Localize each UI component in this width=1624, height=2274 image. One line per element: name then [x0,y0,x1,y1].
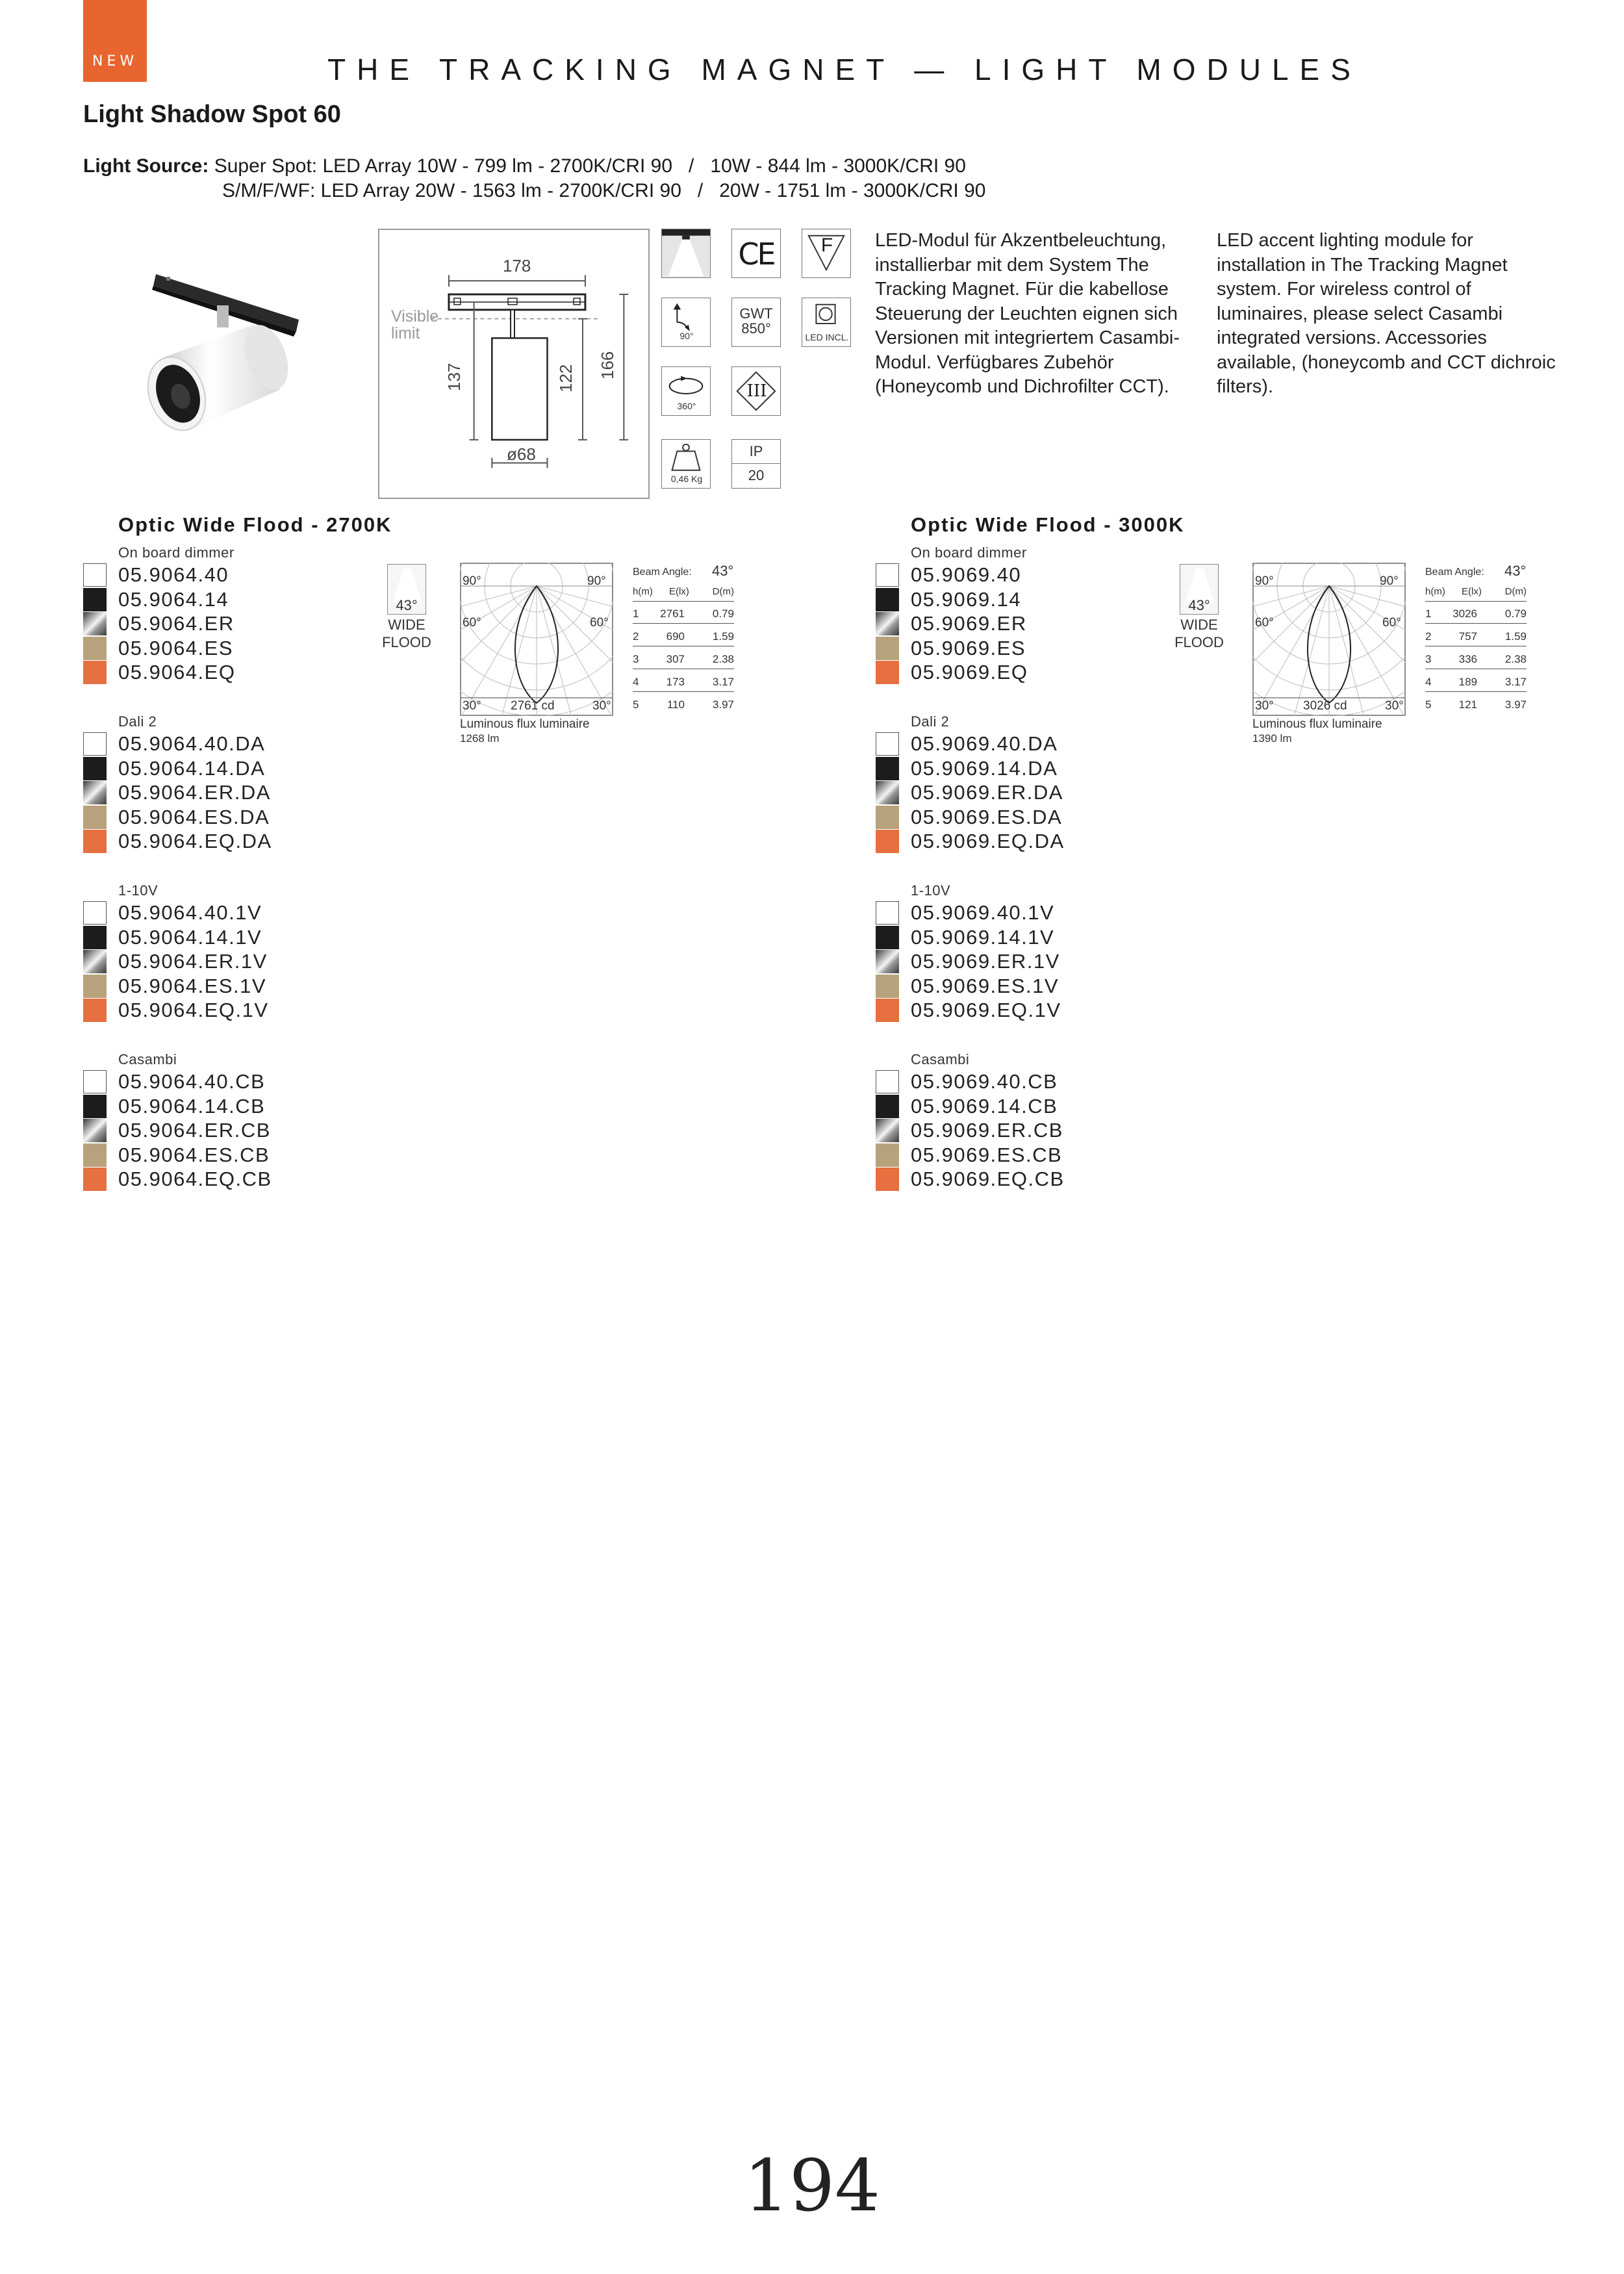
beam-table-row [633,672,734,692]
finish-swatch-gold [83,806,107,829]
rotate-icon: 360° [661,366,711,416]
polar-label-60-left: 60° [1255,616,1274,630]
product-code[interactable]: 05.9069.14.DA [911,756,1058,780]
technical-drawing [378,229,650,499]
finish-swatch-gold [83,1143,107,1167]
cell-d: 3.97 [1504,698,1527,711]
finish-swatch-black [876,926,899,949]
finish-swatch-orange [83,830,107,853]
beam-type-line2: FLOOD [382,634,431,650]
product-code[interactable]: 05.9069.14.CB [911,1094,1058,1118]
light-source [83,154,985,203]
flux-label: Luminous flux luminaire [460,717,590,731]
product-code[interactable]: 05.9069.EQ.DA [911,830,1065,852]
beam-table-header [633,582,734,602]
group-label: On board dimmer [911,544,1027,561]
product-code[interactable]: 05.9069.14 [911,587,1022,611]
cell-h: 5 [1425,698,1432,711]
product-code[interactable]: 05.9069.EQ.CB [911,1168,1065,1190]
finish-swatch-chrome [876,950,899,973]
beam-table-row [1425,650,1527,669]
finish-swatch-gold [876,806,899,829]
light-source-row2-a: S/M/F/WF: LED Array 20W - 1563 lm - 2700K/CRI 90 [222,180,681,201]
optic-title: Optic Wide Flood - 3000K [911,513,1185,536]
product-code[interactable]: 05.9064.EQ.DA [118,830,272,852]
visible-limit-label: Visible limit [391,307,439,342]
polar-label-30-left: 30° [463,699,481,713]
finish-swatch-gold [83,975,107,998]
col-d: D(m) [1504,586,1527,597]
flux-value: 1268 lm [460,732,500,745]
cell-e: 690 [666,630,685,643]
finish-swatch-gold [876,1143,899,1167]
product-code[interactable]: 05.9069.ES.1V [911,974,1059,997]
product-code[interactable]: 05.9064.EQ.CB [118,1168,272,1190]
finish-swatch-black [83,1095,107,1118]
cell-e: 757 [1458,630,1477,643]
polar-label-60-right: 60° [590,616,609,630]
beam-type-line1: WIDE [388,617,425,633]
beam-table-angle: 43° [1504,563,1527,579]
product-photo [104,260,312,455]
finish-swatch-gold [876,637,899,660]
light-source-row1-a: Super Spot: LED Array 10W - 799 lm - 2700K/CRI 90 [214,155,673,177]
finish-swatch-white [83,563,107,587]
product-code[interactable]: 05.9069.ER.DA [911,781,1063,804]
cell-d: 3.17 [712,676,734,688]
flux-value: 1390 lm [1252,732,1292,745]
product-code[interactable]: 05.9069.14.1V [911,925,1055,949]
light-source-label: Light Source: [83,155,209,177]
polar-label-90-left: 90° [1255,574,1274,588]
finish-swatch-orange [876,1168,899,1191]
cell-d: 2.38 [1504,653,1527,665]
product-code[interactable]: 05.9064.40.DA [118,732,266,755]
beam-table-angle: 43° [712,563,734,579]
polar-label-30-right: 30° [592,699,611,713]
cell-e: 307 [666,653,685,665]
page-title: THE TRACKING MAGNET — LIGHT MODULES [327,53,1362,86]
product-code[interactable]: 05.9069.ER.1V [911,950,1060,973]
product-code[interactable]: 05.9069.ER.CB [911,1119,1063,1142]
cell-e: 2761 [660,607,685,620]
group-label: Casambi [118,1051,177,1067]
dim-diameter: ø68 [507,444,536,464]
product-code[interactable]: 05.9069.ER [911,612,1027,635]
dim-122: 122 [556,364,576,392]
cell-d: 1.59 [712,630,734,643]
beam-table-row [633,695,734,715]
cell-h: 4 [1425,676,1432,688]
product-code[interactable]: 05.9064.EQ [118,661,236,683]
finish-swatch-orange [83,661,107,684]
product-code[interactable]: 05.9064.40 [118,563,229,586]
finish-swatch-white [83,1070,107,1093]
group-label: Dali 2 [911,713,950,730]
product-code[interactable]: 05.9069.40.CB [911,1070,1058,1093]
finish-swatch-black [876,757,899,780]
cell-h: 1 [1425,607,1432,620]
cell-d: 2.38 [712,653,734,665]
spot-icon [661,229,711,278]
beam-table-row [633,627,734,646]
beam-table-row [633,650,734,669]
polar-label-90-right: 90° [1380,574,1399,588]
product-code[interactable]: 05.9069.EQ [911,661,1028,683]
finish-swatch-black [83,926,107,949]
polar-candela: 2761 cd [511,699,555,713]
product-code[interactable]: 05.9064.14.1V [118,925,262,949]
cell-e: 110 [666,698,685,711]
col-e: E(lx) [669,586,689,597]
product-code[interactable]: 05.9064.ER.DA [118,781,271,804]
group-label: Casambi [911,1051,970,1067]
beam-table-label: Beam Angle: [1425,567,1484,578]
cell-d: 1.59 [1504,630,1527,643]
beam-type-line2: FLOOD [1174,634,1224,650]
ce-icon: CE [731,229,781,278]
finish-swatch-orange [83,999,107,1022]
polar-label-60-right: 60° [1382,616,1401,630]
light-source-row1-b: 10W - 844 lm - 3000K/CRI 90 [710,155,966,177]
polar-label-30-left: 30° [1255,699,1274,713]
product-code[interactable]: 05.9069.EQ.1V [911,999,1061,1021]
beam-angle-value: 43° [1188,597,1210,613]
product-code[interactable]: 05.9069.ES.DA [911,805,1063,828]
cell-d: 3.17 [1504,676,1527,688]
light-source-row2-b: 20W - 1751 lm - 3000K/CRI 90 [719,180,986,201]
dim-137: 137 [444,363,464,391]
tilt-icon: 90° [661,298,711,347]
product-code[interactable]: 05.9069.ES.CB [911,1143,1063,1166]
gwt-icon: GWT 850° [731,298,781,347]
group-label: Dali 2 [118,713,157,730]
cell-h: 5 [633,698,639,711]
finish-swatch-white [876,1070,899,1093]
finish-swatch-white [876,563,899,587]
finish-swatch-orange [876,661,899,684]
cell-e: 173 [666,676,685,688]
polar-label-90-left: 90° [463,574,481,588]
finish-swatch-chrome [83,612,107,635]
led-incl-icon: LED INCL. [802,298,851,347]
finish-swatch-white [83,732,107,756]
class-iii-icon: III [731,366,781,416]
beam-table-row [1425,627,1527,646]
finish-swatch-black [83,588,107,611]
group-label: 1-10V [911,882,951,899]
product-code[interactable]: 05.9064.14.CB [118,1094,266,1118]
group-label: On board dimmer [118,544,235,561]
product-code[interactable]: 05.9064.40.CB [118,1070,266,1093]
beam-table-label: Beam Angle: [633,567,692,578]
cell-h: 1 [633,607,639,620]
page-number: 194 [744,2144,880,2227]
optic-title: Optic Wide Flood - 2700K [118,513,392,536]
finish-swatch-orange [876,830,899,853]
product-code[interactable]: 05.9064.ER.CB [118,1119,271,1142]
finish-swatch-white [83,901,107,925]
polar-label-60-left: 60° [463,616,481,630]
product-code[interactable]: 05.9064.14.DA [118,756,266,780]
weight-icon: 0,46 Kg [661,439,711,489]
cell-e: 336 [1458,653,1477,665]
product-code[interactable]: 05.9064.ES.DA [118,805,270,828]
beam-table-row [1425,604,1527,624]
beam-table-header [1425,582,1527,602]
product-name: Light Shadow Spot 60 [83,101,341,128]
beam-angle-value: 43° [396,597,418,613]
finish-swatch-black [876,1095,899,1118]
product-code[interactable]: 05.9069.40 [911,563,1022,586]
ip-rating-icon: IP 20 [731,439,781,489]
product-code[interactable]: 05.9064.ES.1V [118,974,267,997]
description-de: LED-Modul für Akzentbeleuchtung, installierbar mit dem System The Tracking Magnet. Für die kabellose Steuerung der Leuchten eignen sich Versionen mit integriertem Casambi-Modul. Verfügbares Zubehör (Honeycomb und Dichrofilter CCT). [875,230,1180,397]
f-mark-icon: F [802,229,851,278]
cell-d: 0.79 [1504,607,1527,620]
dim-width: 178 [503,256,531,275]
dim-166: 166 [598,351,617,379]
cell-d: 0.79 [712,607,734,620]
flux-label: Luminous flux luminaire [1252,717,1382,731]
cell-h: 3 [633,653,639,665]
product-code[interactable]: 05.9064.ER [118,612,235,635]
cell-e: 3026 [1453,607,1477,620]
polar-label-90-right: 90° [587,574,606,588]
product-code[interactable]: 05.9064.40.1V [118,901,262,924]
product-code[interactable]: 05.9069.ES [911,636,1026,659]
product-code[interactable]: 05.9064.ER.1V [118,950,268,973]
finish-swatch-chrome [876,781,899,804]
finish-swatch-chrome [83,950,107,973]
cell-h: 2 [633,630,639,643]
col-d: D(m) [712,586,734,597]
finish-swatch-gold [876,975,899,998]
beam-table-row [633,604,734,624]
finish-swatch-white [876,901,899,925]
product-code[interactable]: 05.9069.40.DA [911,732,1058,755]
cell-e: 121 [1458,698,1477,711]
polar-candela: 3026 cd [1303,699,1347,713]
finish-swatch-chrome [83,781,107,804]
finish-swatch-black [876,588,899,611]
finish-swatch-white [876,732,899,756]
description-en: LED accent lighting module for installation in The Tracking Magnet system. For wireless control of luminaires, please select Casambi integrated versions. Accessories available, (honeycomb and CCT dichroic filters). [1217,230,1556,397]
product-code[interactable]: 05.9069.40.1V [911,901,1055,924]
polar-label-30-right: 30° [1385,699,1404,713]
finish-swatch-orange [876,999,899,1022]
product-code[interactable]: 05.9064.ES.CB [118,1143,270,1166]
finish-swatch-orange [83,1168,107,1191]
cell-h: 4 [633,676,639,688]
col-e: E(lx) [1462,586,1482,597]
product-code[interactable]: 05.9064.EQ.1V [118,999,269,1021]
finish-swatch-chrome [876,612,899,635]
beam-table-row [1425,672,1527,692]
beam-type-line1: WIDE [1180,617,1218,633]
product-code[interactable]: 05.9064.14 [118,587,229,611]
group-label: 1-10V [118,882,159,899]
cell-h: 3 [1425,653,1432,665]
col-h: h(m) [633,586,653,597]
col-h: h(m) [1425,586,1445,597]
finish-swatch-black [83,757,107,780]
light-source-row2-sep: / [697,180,704,201]
cell-e: 189 [1458,676,1477,688]
product-code[interactable]: 05.9064.ES [118,636,234,659]
finish-swatch-chrome [83,1119,107,1142]
cell-h: 2 [1425,630,1432,643]
light-source-row1-sep: / [689,155,694,177]
finish-swatch-gold [83,637,107,660]
beam-table-row [1425,695,1527,715]
new-badge: NEW [83,0,147,82]
cell-d: 3.97 [712,698,734,711]
finish-swatch-chrome [876,1119,899,1142]
